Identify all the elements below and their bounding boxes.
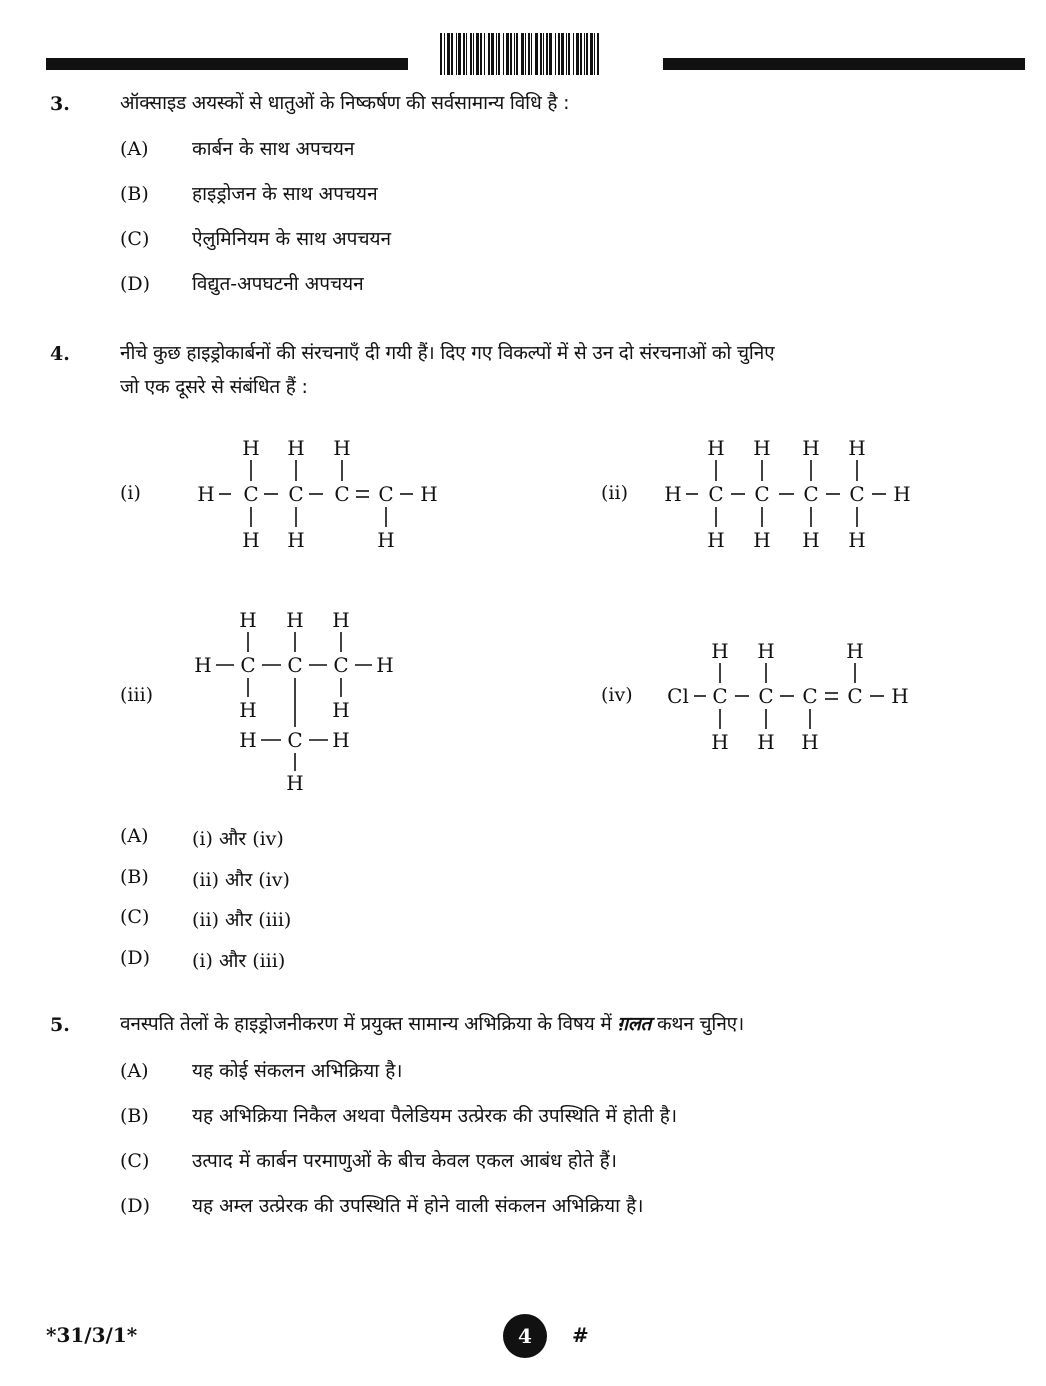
svg-text:H: H (287, 436, 305, 460)
question-number: 5. (50, 1014, 70, 1036)
svg-text:H: H (846, 639, 864, 663)
svg-text:H: H (239, 728, 257, 752)
structure-label-iv: (iv) (601, 684, 633, 706)
option-text: उत्पाद में कार्बन परमाणुओं के बीच केवल एकल आबंध होते हैं। (192, 1150, 617, 1172)
svg-text:H: H (239, 608, 257, 632)
structure-i (197, 436, 437, 552)
option-label: (B) (120, 183, 149, 205)
svg-text:H: H (848, 528, 866, 552)
svg-text:H: H (801, 730, 819, 754)
question-text (120, 1007, 744, 1041)
question-text-part: कथन चुनिए। (651, 1013, 744, 1035)
question-number: 3. (50, 93, 70, 115)
page-number-badge (503, 1314, 547, 1358)
option-label: (D) (120, 947, 151, 969)
question-text: ऑक्साइड अयस्कों से धातुओं के निष्कर्षण की सर्वसामान्य विधि है : (120, 92, 570, 114)
svg-text:H: H (376, 653, 394, 677)
svg-text:C: C (378, 482, 394, 506)
paper-code: *31/3/1* (46, 1323, 138, 1347)
option-label: (A) (120, 825, 149, 847)
option-label: (D) (120, 1195, 151, 1217)
emphasis-wrong: ग़लत (617, 1013, 652, 1035)
svg-text:H: H (711, 639, 729, 663)
svg-text:C: C (333, 653, 349, 677)
svg-text:C: C (754, 482, 770, 506)
option-text: कार्बन के साथ अपचयन (192, 138, 355, 160)
svg-text:C: C (288, 482, 304, 506)
svg-text:C: C (243, 482, 259, 506)
structure-ii (664, 436, 910, 552)
option-text: यह कोई संकलन अभिक्रिया है। (192, 1060, 403, 1082)
option-text: (i) और (iii) (192, 950, 286, 972)
option-text: (ii) और (iv) (192, 869, 290, 891)
svg-text:C: C (240, 653, 256, 677)
svg-text:H: H (242, 528, 260, 552)
svg-text:H: H (332, 698, 350, 722)
svg-text:H: H (802, 436, 820, 460)
option-label: (C) (120, 228, 150, 250)
svg-text:H: H (711, 730, 729, 754)
svg-text:H: H (377, 528, 395, 552)
question-text-line1: नीचे कुछ हाइड्रोकार्बनों की संरचनाएँ दी गयी हैं। दिए गए विकल्पों में से उन दो संरचनाओं को चुनिए (120, 342, 775, 364)
svg-text:H: H (332, 728, 350, 752)
svg-text:H: H (287, 528, 305, 552)
structure-iii (194, 608, 393, 795)
option-text: यह अम्ल उत्प्रेरक की उपस्थिति में होने वाली संकलन अभिक्रिया है। (192, 1195, 644, 1217)
page-number: 4 (518, 1324, 532, 1348)
svg-text:H: H (664, 482, 682, 506)
svg-text:C: C (758, 684, 774, 708)
svg-text:H: H (286, 608, 304, 632)
structure-label-iii: (iii) (120, 684, 154, 706)
question-text-line2: जो एक दूसरे से संबंधित हैं : (120, 376, 308, 398)
svg-text:H: H (239, 698, 257, 722)
svg-text:C: C (847, 684, 863, 708)
svg-text:H: H (707, 528, 725, 552)
option-label: (A) (120, 1060, 149, 1082)
option-text: विद्युत-अपघटनी अपचयन (192, 273, 364, 295)
option-label: (B) (120, 1105, 149, 1127)
svg-text:H: H (333, 436, 351, 460)
svg-text:H: H (707, 436, 725, 460)
svg-text:H: H (893, 482, 911, 506)
svg-text:H: H (891, 684, 909, 708)
svg-text:H: H (848, 436, 866, 460)
svg-text:H: H (753, 528, 771, 552)
option-text: यह अभिक्रिया निकैल अथवा पैलेडियम उत्प्रेरक की उपस्थिति में होती है। (192, 1105, 678, 1127)
option-label: (A) (120, 138, 149, 160)
svg-text:C: C (803, 482, 819, 506)
svg-text:H: H (286, 771, 304, 795)
svg-text:C: C (708, 482, 724, 506)
svg-text:C: C (287, 653, 303, 677)
option-text: ऐलुमिनियम के साथ अपचयन (192, 228, 392, 250)
svg-text:C: C (712, 684, 728, 708)
structure-label-i: (i) (120, 482, 141, 504)
svg-text:H: H (420, 482, 438, 506)
svg-text:C: C (334, 482, 350, 506)
svg-text:C: C (287, 728, 303, 752)
svg-text:H: H (753, 436, 771, 460)
svg-text:C: C (802, 684, 818, 708)
option-label: (B) (120, 866, 149, 888)
question-number: 4. (50, 343, 70, 365)
question-text-part: वनस्पति तेलों के हाइड्रोजनीकरण में प्रयुक्त सामान्य अभिक्रिया के विषय में (120, 1013, 618, 1035)
svg-text:C: C (849, 482, 865, 506)
svg-text:H: H (242, 436, 260, 460)
structure-iv (667, 639, 909, 754)
option-label: (D) (120, 273, 151, 295)
svg-text:H: H (194, 653, 212, 677)
option-text: (i) और (iv) (192, 828, 284, 850)
svg-text:Cl: Cl (667, 684, 689, 708)
option-label: (C) (120, 906, 150, 928)
svg-text:H: H (802, 528, 820, 552)
option-text: हाइड्रोजन के साथ अपचयन (192, 183, 378, 205)
svg-text:H: H (757, 730, 775, 754)
option-text: (ii) और (iii) (192, 909, 292, 931)
svg-text:H: H (332, 608, 350, 632)
hash-mark: # (572, 1323, 589, 1347)
atom-h: H (197, 482, 215, 506)
svg-text:H: H (757, 639, 775, 663)
structure-label-ii: (ii) (601, 482, 628, 504)
option-label: (C) (120, 1150, 150, 1172)
